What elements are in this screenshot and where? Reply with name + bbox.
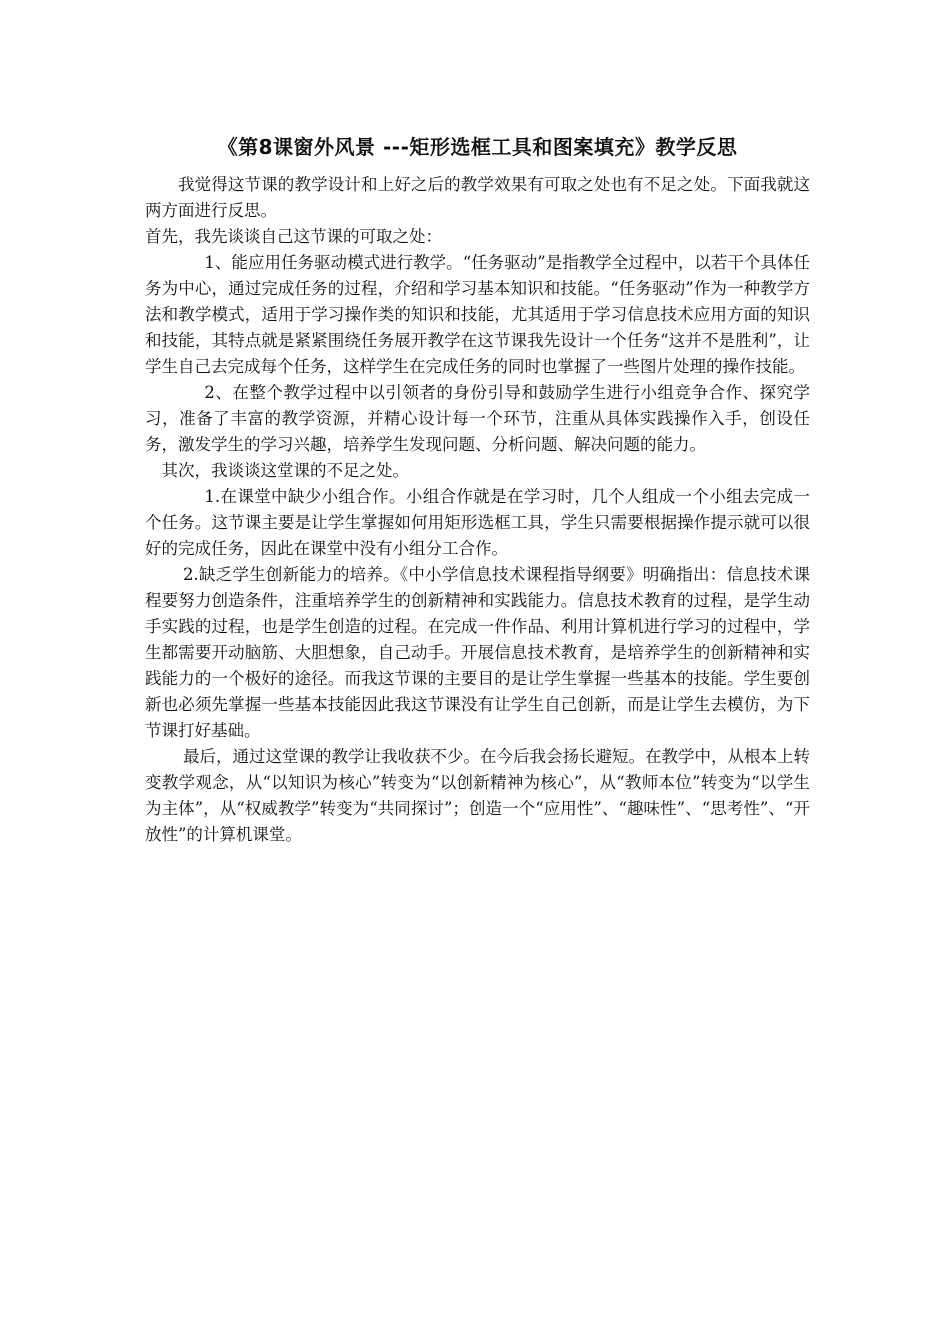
weaknesses-heading: 其次，我谈谈这堂课的不足之处。 [161,461,409,480]
conclusion-paragraph: 最后，通过这堂课的教学让我收获不少。在今后我会扬长避短。在教学中，从根本上转变教学观念，从“以知识为核心”转变为“以创新精神为核心”，从“教师本位”转变为“以学生为主体”，从“权威教学”转变为“共同探讨”；创造一个“应用性”、“趣味性”、“思考性”、“开放性”的计算机课堂。 [145,747,810,844]
document-title: 《第8课窗外风景 ---矩形选框工具和图案填充》教学反思 [217,135,738,159]
strength-1-paragraph: 1、能应用任务驱动模式进行教学。“任务驱动”是指教学全过程中，以若干个具体任务为中心，通过完成任务的过程，介绍和学习基本知识和技能。“任务驱动”作为一种教学方法和教学模式，适用于学习操作类的知识和技能，尤其适用于学习信息技术应用方面的知识和技能，其特点就是紧紧围绕任务展开教学在这节课我先设计一个任务“这并不是胜利”，让学生自己去完成每个任务，这样学生在完成任务的同时也掌握了一些图片处理的操作技能。 [145,253,810,376]
strengths-heading: 首先，我先谈谈自己这节课的可取之处： [145,227,442,246]
weakness-2-paragraph: 2.缺乏学生创新能力的培养。《中小学信息技术课程指导纲要》明确指出：信息技术课程要努力创造条件，注重培养学生的创新精神和实践能力。信息技术教育的过程，是学生动手实践的过程，也是学生创造的过程。在完成一件作品、利用计算机进行学习的过程中，学生都需要开动脑筋、大胆想象，自己动手。开展信息技术教育，是培养学生的创新精神和实践能力的一个极好的途径。而我这节课的主要目的是让学生掌握一些基本的技能。学生要创新也必须先掌握一些基本技能因此我这节课没有让学生自己创新，而是让学生去模仿，为下节课打好基础。 [145,565,810,740]
intro-paragraph: 我觉得这节课的教学设计和上好之后的教学效果有可取之处也有不足之处。下面我就这两方面进行反思。 [145,175,810,220]
document-page [145,132,810,848]
weakness-1-paragraph: 1.在课堂中缺少小组合作。小组合作就是在学习时，几个人组成一个小组去完成一个任务。这节课主要是让学生掌握如何用矩形选框工具，学生只需要根据操作提示就可以很好的完成任务，因此在课堂中没有小组分工合作。 [145,487,810,558]
strength-2-paragraph: 2、在整个教学过程中以引领者的身份引导和鼓励学生进行小组竞争合作、探究学习，准备了丰富的教学资源，并精心设计每一个环节，注重从具体实践操作入手，创设任务，激发学生的学习兴趣，培养学生发现问题、分析问题、解决问题的能力。 [145,383,810,454]
